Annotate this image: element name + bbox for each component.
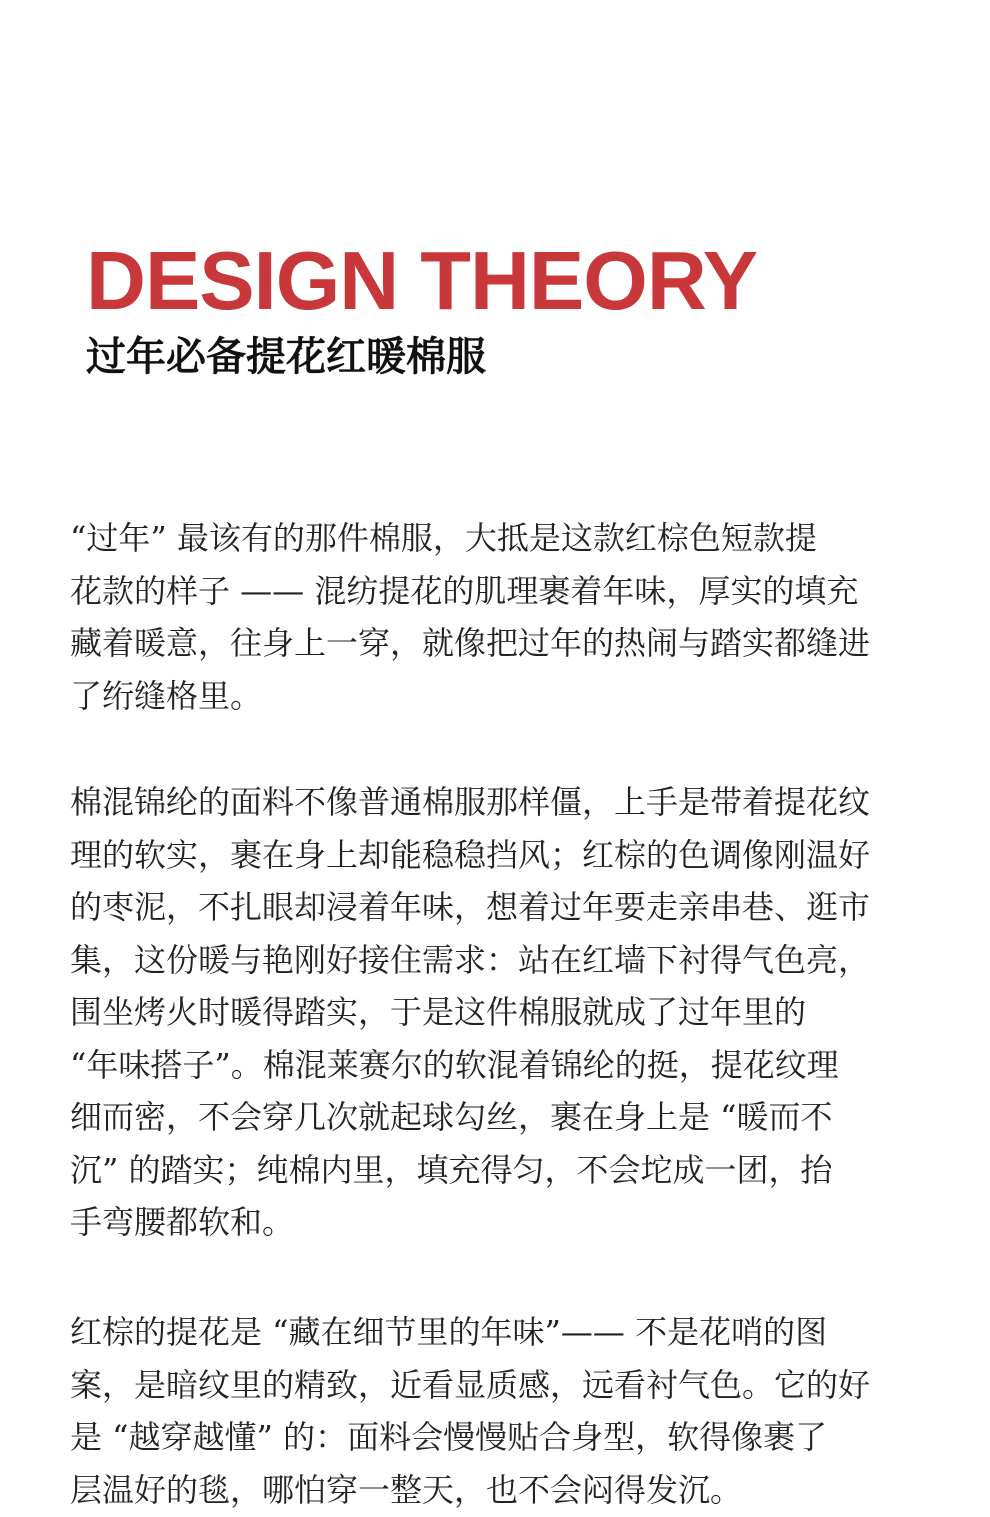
paragraph-line: 围坐烤火时暖得踏实，于是这件棉服就成了过年里的 [70,993,807,1031]
paragraph-line: 沉” 的踏实；纯棉内里，填充得匀，不会坨成一团，抬 [70,1150,833,1189]
paragraph-line: 细而密，不会穿几次就起球勾丝，裹在身上是 “暖而不 [70,1098,833,1136]
paragraph-line: 花款的样子 —— 混纺提花的肌理裹着年味，厚实的填充 [70,571,859,610]
paragraph-3 [70,1306,930,1516]
paragraph-line: 是 “越穿越懂” 的：面料会慢慢贴合身型，软得像裹了 [70,1418,828,1456]
paragraph-line: 了绗缝格里。 [70,676,263,715]
paragraph-2 [70,776,930,1249]
paragraph-line: 手弯腰都软和。 [70,1203,295,1241]
title-english: DESIGN THEORY [86,234,758,327]
paragraph-line: 棉混锦纶的面料不像普通棉服那样僵，上手是带着提花纹 [70,783,871,821]
paragraph-line: 的枣泥，不扎眼却浸着年味，想着过年要走亲串巷、逛市 [70,888,871,926]
paragraph-line: 理的软实，裹在身上却能稳稳挡风；红棕的色调像刚温好 [70,835,871,874]
paragraph-line: 藏着暖意，往身上一穿，就像把过年的热闹与踏实都缝进 [70,624,871,662]
paragraph-line: 集，这份暖与艳刚好接住需求：站在红墙下衬得气色亮， [70,940,871,979]
paragraph-line: 层温好的毯，哪怕穿一整天，也不会闷得发沉。 [70,1470,743,1509]
paragraph-line: 红棕的提花是 “藏在细节里的年味”—— 不是花哨的图 [70,1313,828,1351]
title-chinese: 过年必备提花红暖棉服 [86,334,486,380]
paragraph-line: 案，是暗纹里的精致，近看显质感，远看衬气色。它的好 [70,1365,871,1404]
paragraph-1 [70,512,930,722]
paragraph-line: “年味搭子”。棉混莱赛尔的软混着锦纶的挺，提花纹理 [70,1045,839,1084]
paragraph-line: “过年” 最该有的那件棉服，大抵是这款红棕色短款提 [70,519,817,557]
